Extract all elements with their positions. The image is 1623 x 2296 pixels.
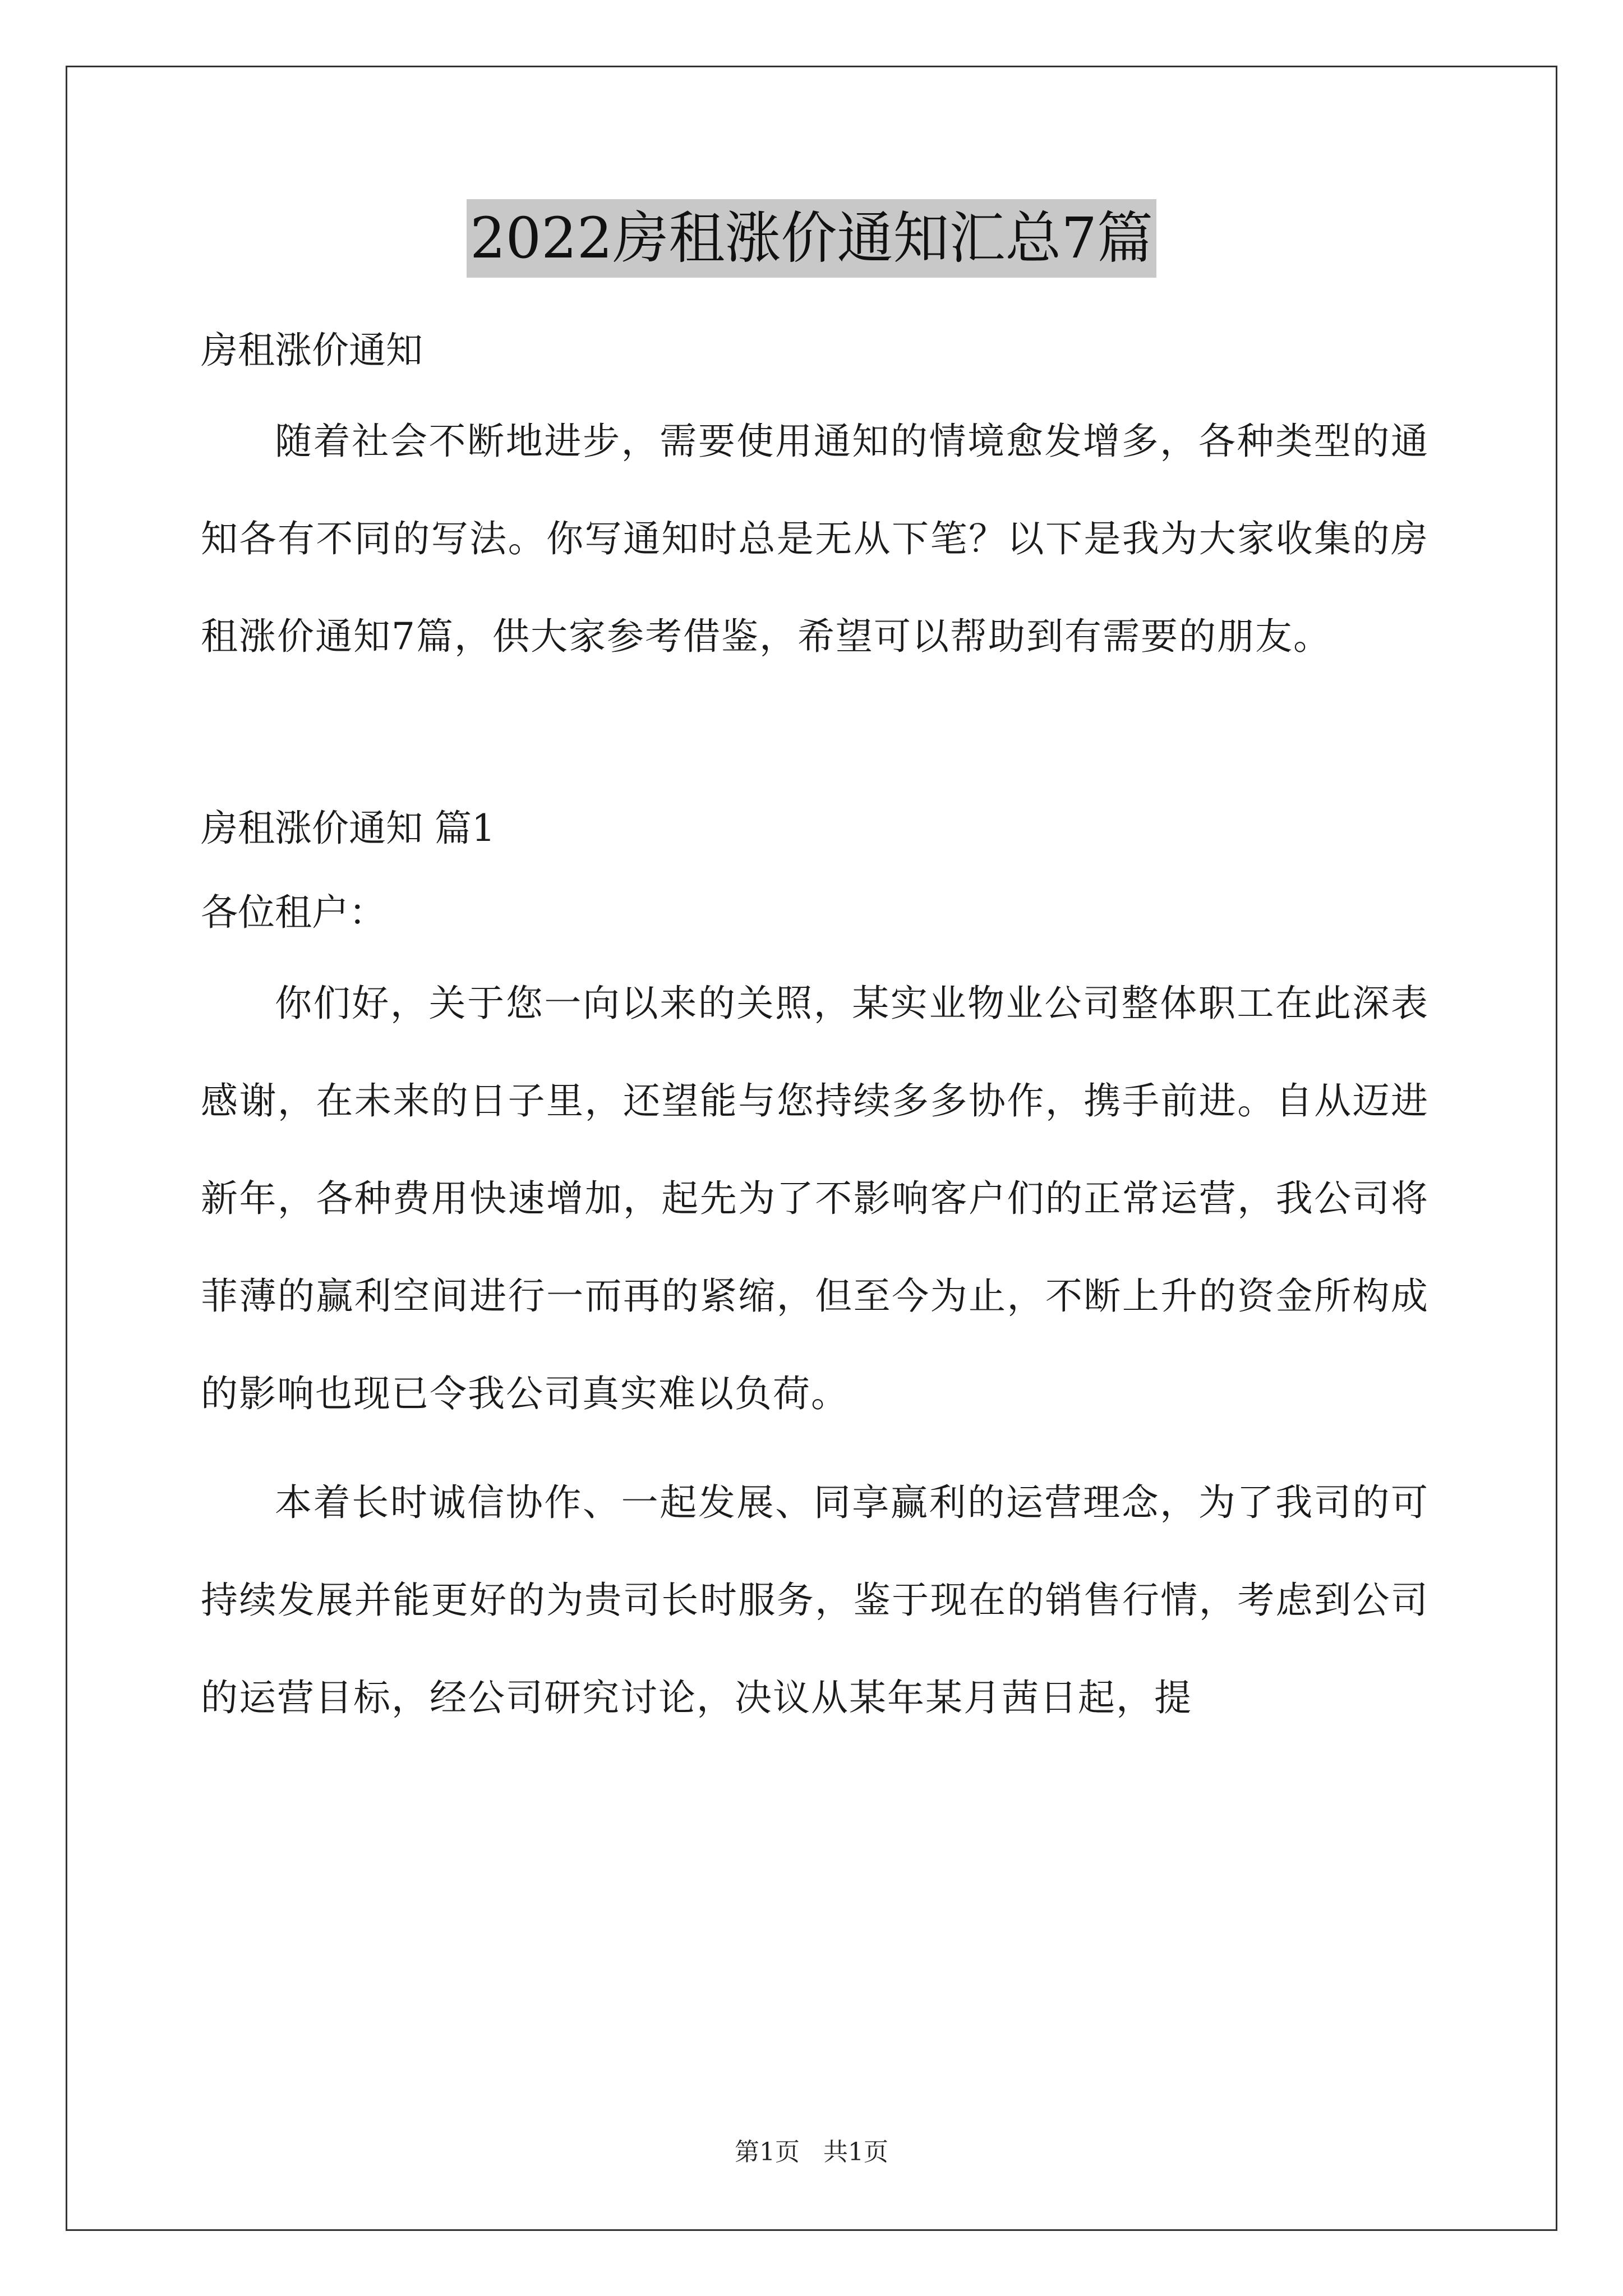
document-body (201, 309, 1429, 1747)
salutation: 各位租户： (201, 891, 386, 934)
page-footer: 第1页 共1页 (735, 2138, 888, 2166)
section-spacer (201, 685, 1429, 786)
title-container (0, 199, 1623, 278)
body-paragraph: 你们好，关于您一向以来的关照，某实业物业公司整体职工在此深表感谢，在未来的日子里，还望能与您持续多多协作，携手前进。自从迈进新年，各种费用快速增加，起先为了不影响客户们的正常运营，我公司将菲薄的赢利空间进行一而再的紧缩，但至今为止，不断上升的资金所构成的影响也现已令我公司真实难以负荷。 (201, 982, 1429, 1415)
document-title: 2022房租涨价通知汇总7篇 (467, 199, 1156, 278)
paragraph-gap (201, 1443, 1429, 1454)
intro-paragraph: 随着社会不断地进步，需要使用通知的情境愈发增多，各种类型的通知各有不同的写法。你写通知时总是无从下笔？以下是我为大家收集的房租涨价通知7篇，供大家参考借鉴，希望可以帮助到有需要的朋友。 (201, 420, 1429, 658)
body-paragraph: 本着长时诚信协作、一起发展、同享赢利的运营理念，为了我司的可持续发展并能更好的为贵司长时服务，鉴于现在的销售行情，考虑到公司的运营目标，经公司研究讨论，决议从某年某月茜日起，提 (201, 1481, 1429, 1719)
intro-heading: 房租涨价通知 (201, 329, 423, 372)
section-heading: 房租涨价通知 篇1 (201, 807, 495, 850)
